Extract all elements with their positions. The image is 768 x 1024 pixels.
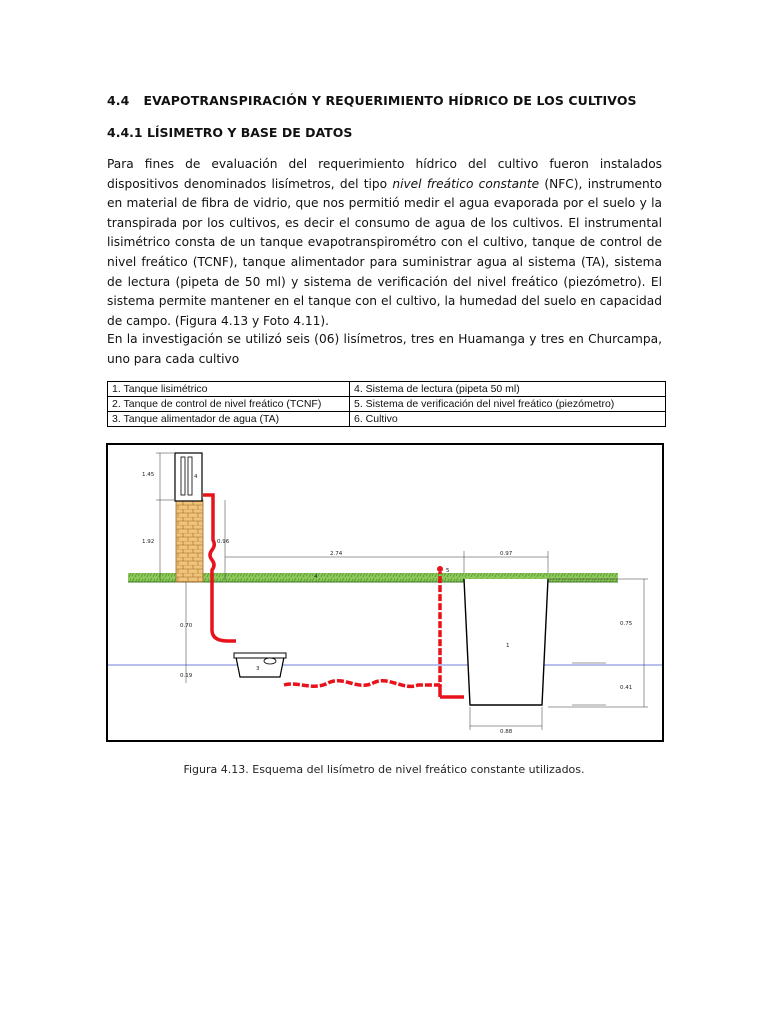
dimension-label: 0.41 [620,685,633,691]
dimension-label: 0.88 [500,729,513,735]
paragraph-lysimeter-count: En la investigación se utilizó seis (06) lisímetros, tres en Huamanga y tres en Churcampa, uno para cada cultivo [107,332,662,366]
lysimeter-tank [464,579,548,705]
figure-caption: Figura 4.13. Esquema del lisímetro de nivel freático constante utilizados. [183,763,585,776]
control-tank-lid [234,653,286,658]
label-number: 4 [314,574,318,580]
dimension-label: 2.74 [330,551,343,557]
supply-pipe [203,495,236,641]
subsection-heading: 4.4.1 LÍSIMETRO Y BASE DE DATOS [107,125,353,140]
dimension-label: 0.96 [217,539,230,545]
dimension-label: 0.97 [500,551,513,557]
brick-pillar [176,500,203,582]
dimension-label: 0.75 [620,621,633,627]
lysimeter-diagram [106,443,664,742]
section-title: EVAPOTRANSPIRACIÓN Y REQUERIMIENTO HÍDRICO DE LOS CULTIVOS [143,93,637,108]
table-cell: 1. Tanque lisimétrico [108,382,350,397]
table-cell: 5. Sistema de verificación del nivel freático (piezómetro) [350,397,666,412]
table-cell: 6. Cultivo [350,412,666,427]
piezometer-top [437,566,443,572]
section-number: 4.4 [107,93,130,108]
connecting-pipe [284,572,440,686]
label-number: 3 [256,666,260,672]
label-number: 4 [194,474,198,480]
table-row [108,412,666,427]
paragraph-lysimeter-description [107,155,662,331]
paragraph-text-part2: (NFC), instrumento en material de fibra de vidrio, que nos permitió medir el agua evaporada por el suelo y la transpirada por los cultivos, es decir el consumo de agua de los cultivos. El instrumental lisimétrico consta de un tanque evapotranspirométro con el cultivo, tanque de control de nivel freático (TCNF), tanque alimentador para suministrar agua al sistema (TA), sistema de lectura (pipeta de 50 ml) y sistema de verificación del nivel freático (piezómetro). El sistema permite mantener en el tanque con el cultivo, la humedad del suelo en capacidad de campo. (Figura 4.13 y Foto 4.11). [107,176,662,328]
legend-table [107,381,666,427]
dimension-label: 1.45 [142,472,155,478]
paragraph-text-part1: Para fines de evaluación del requerimiento hídrico del cultivo fueron instalados dispositivos denominados lisímetros, del tipo [107,157,662,191]
reading-system-box [175,453,202,501]
control-tank [236,657,284,677]
table-cell: 4. Sistema de lectura (pipeta 50 ml) [350,382,666,397]
section-heading [107,93,637,108]
table-row [108,397,666,412]
table-row [108,382,666,397]
label-number: 1 [506,643,510,649]
dimension-label: 0.70 [180,623,193,629]
dimension-label: 0.19 [180,673,193,679]
dimension-label: 1.92 [142,539,155,545]
paragraph-emphasis: nivel freático constante [392,176,540,191]
table-cell: 3. Tanque alimentador de agua (TA) [108,412,350,427]
table-cell: 2. Tanque de control de nivel freático (TCNF) [108,397,350,412]
label-number: 5 [446,568,450,574]
lysimeter-schematic [108,445,662,740]
